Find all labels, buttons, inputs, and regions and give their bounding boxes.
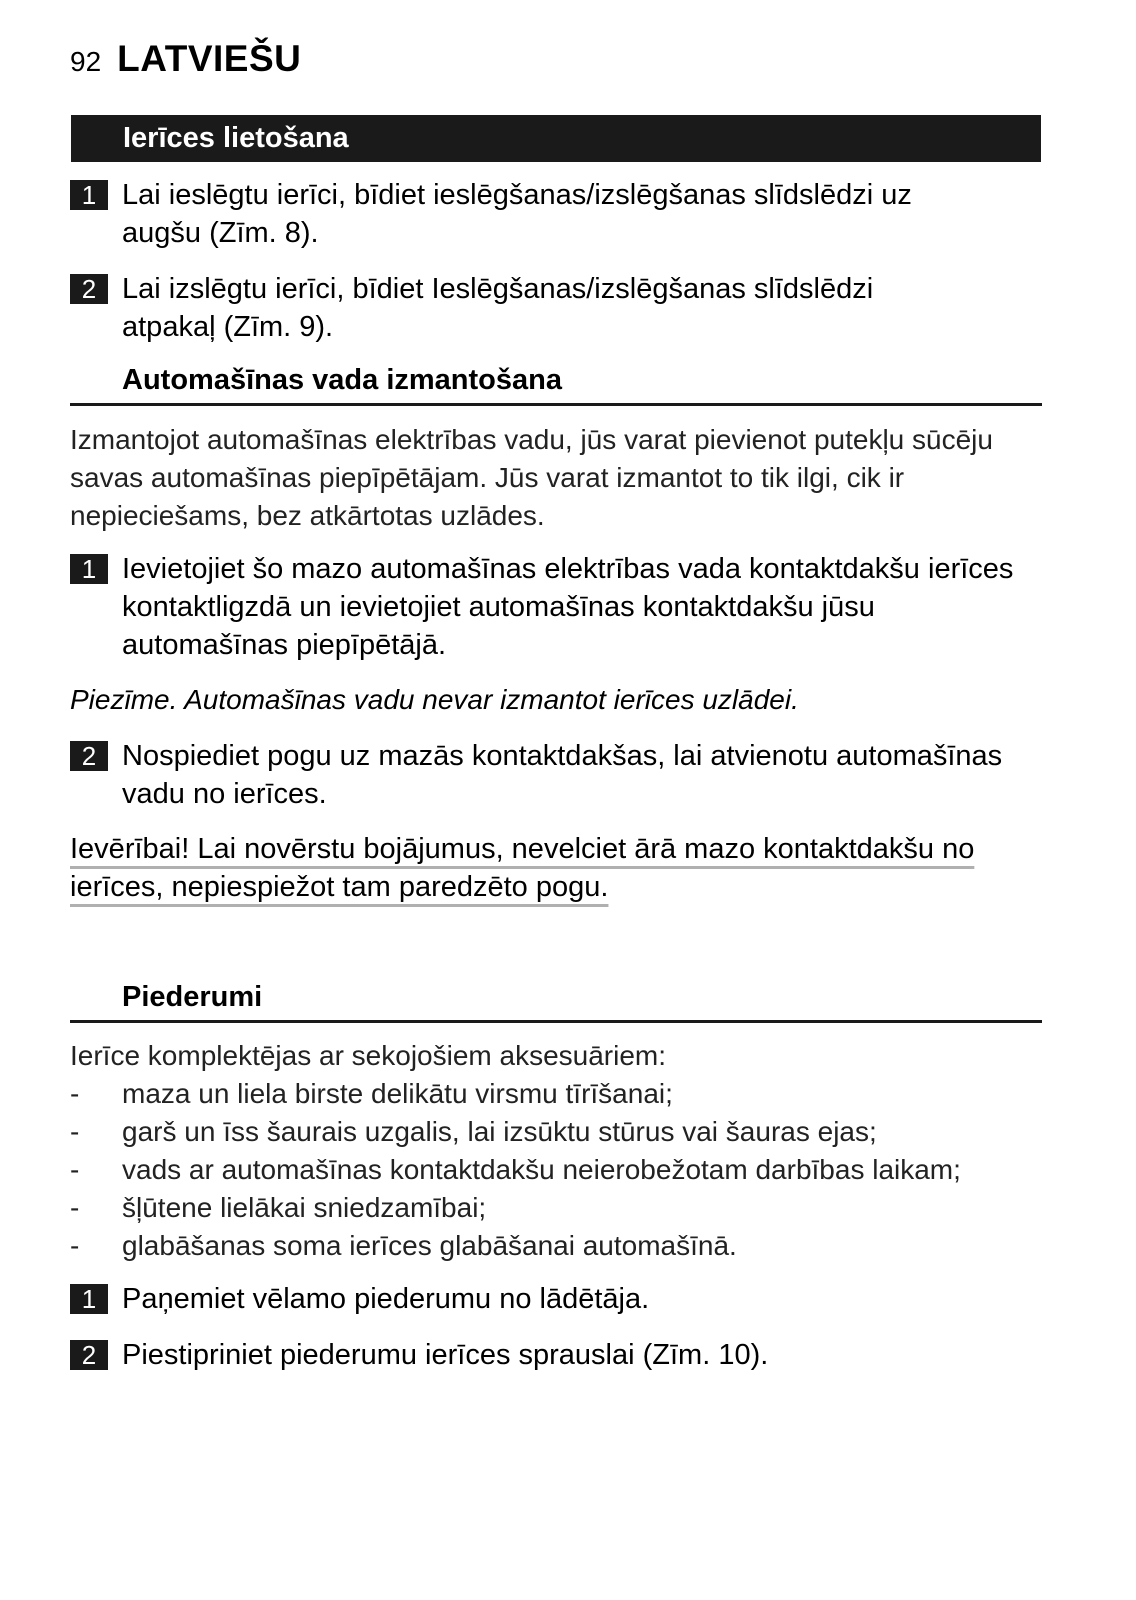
step-text: Nospiediet pogu uz mazās kontaktdakšas, lai atvienotu automašīnas vadu no ierīces. (122, 740, 1003, 810)
step-number-badge: 2 (70, 741, 108, 771)
step-text: Piestipriniet piederumu ierīces sprauslai (Zīm. 10). (122, 1339, 769, 1371)
accessories-intro: Ierīce komplektējas ar sekojošiem aksesuāriem: (70, 1040, 667, 1071)
language-title: LATVIEŠU (117, 38, 302, 79)
list-item (70, 1227, 1060, 1265)
step-item (70, 550, 1070, 664)
list-dash: - (70, 1116, 80, 1147)
list-dash: - (70, 1230, 80, 1261)
step-text: Ievietojiet šo mazo automašīnas elektrības vada kontaktdakšu ierīces kontaktligzdā un ievietojiet automašīnas kontaktdakšu jūsu automašīnas piepīpētājā. (122, 553, 1014, 661)
step-number-badge: 1 (70, 554, 108, 584)
list-item-text: maza un liela birste delikātu virsmu tīrīšanai; (122, 1078, 673, 1109)
list-dash: - (70, 1192, 80, 1223)
list-item (70, 1075, 1060, 1113)
step-number-badge: 2 (70, 1340, 108, 1370)
section-heading-accessories: Piederumi (70, 975, 1042, 1023)
accessories-list (70, 1075, 1060, 1265)
list-item (70, 1151, 1060, 1189)
car-cord-intro: Izmantojot automašīnas elektrības vadu, jūs varat pievienot putekļu sūcēju savas automašīnas piepīpētājam. Jūs varat izmantot to tik ilgi, cik ir nepieciešams, bez atkārtotas uzlādes. (70, 424, 993, 531)
list-item-text: glabāšanas soma ierīces glabāšanai automašīnā. (122, 1230, 737, 1261)
list-item-text: šļūtene lielākai sniedzamībai; (122, 1192, 487, 1223)
step-text: Lai izslēgtu ierīci, bīdiet Ieslēgšanas/izslēgšanas slīdslēdzi atpakaļ (Zīm. 9). (122, 273, 874, 343)
step-text: Paņemiet vēlamo piederumu no lādētāja. (122, 1283, 650, 1315)
warning-line-2: ierīces, nepiespiežot tam paredzēto pogu. (70, 871, 609, 903)
warning-text (70, 830, 1060, 906)
section-heading-device-use: Ierīces lietošana (71, 115, 1041, 162)
list-item-text: vads ar automašīnas kontaktdakšu neierobežotam darbības laikam; (122, 1154, 961, 1185)
section-heading-car-cord: Automašīnas vada izmantošana (70, 358, 1042, 406)
step-number-badge: 2 (70, 274, 108, 304)
page-header (70, 38, 301, 88)
step-number-badge: 1 (70, 1284, 108, 1314)
warning-line-1: Ievērībai! Lai novērstu bojājumus, nevelciet ārā mazo kontaktdakšu no (70, 833, 975, 865)
list-item-text: garš un īss šaurais uzgalis, lai izsūktu stūrus vai šauras ejas; (122, 1116, 877, 1147)
page-number: 92 (70, 46, 102, 77)
list-dash: - (70, 1078, 80, 1109)
list-dash: - (70, 1154, 80, 1185)
step-text: Lai ieslēgtu ierīci, bīdiet ieslēgšanas/izslēgšanas slīdslēdzi uz augšu (Zīm. 8). (122, 179, 912, 249)
step-item (70, 270, 1070, 346)
step-number-badge: 1 (70, 180, 108, 210)
step-item (70, 176, 1070, 252)
step-item (70, 1336, 1070, 1374)
list-item (70, 1113, 1060, 1151)
note-text: Piezīme. Automašīnas vadu nevar izmantot ierīces uzlādei. (70, 684, 799, 715)
step-item (70, 1280, 1070, 1318)
step-item (70, 737, 1070, 813)
list-item (70, 1189, 1060, 1227)
